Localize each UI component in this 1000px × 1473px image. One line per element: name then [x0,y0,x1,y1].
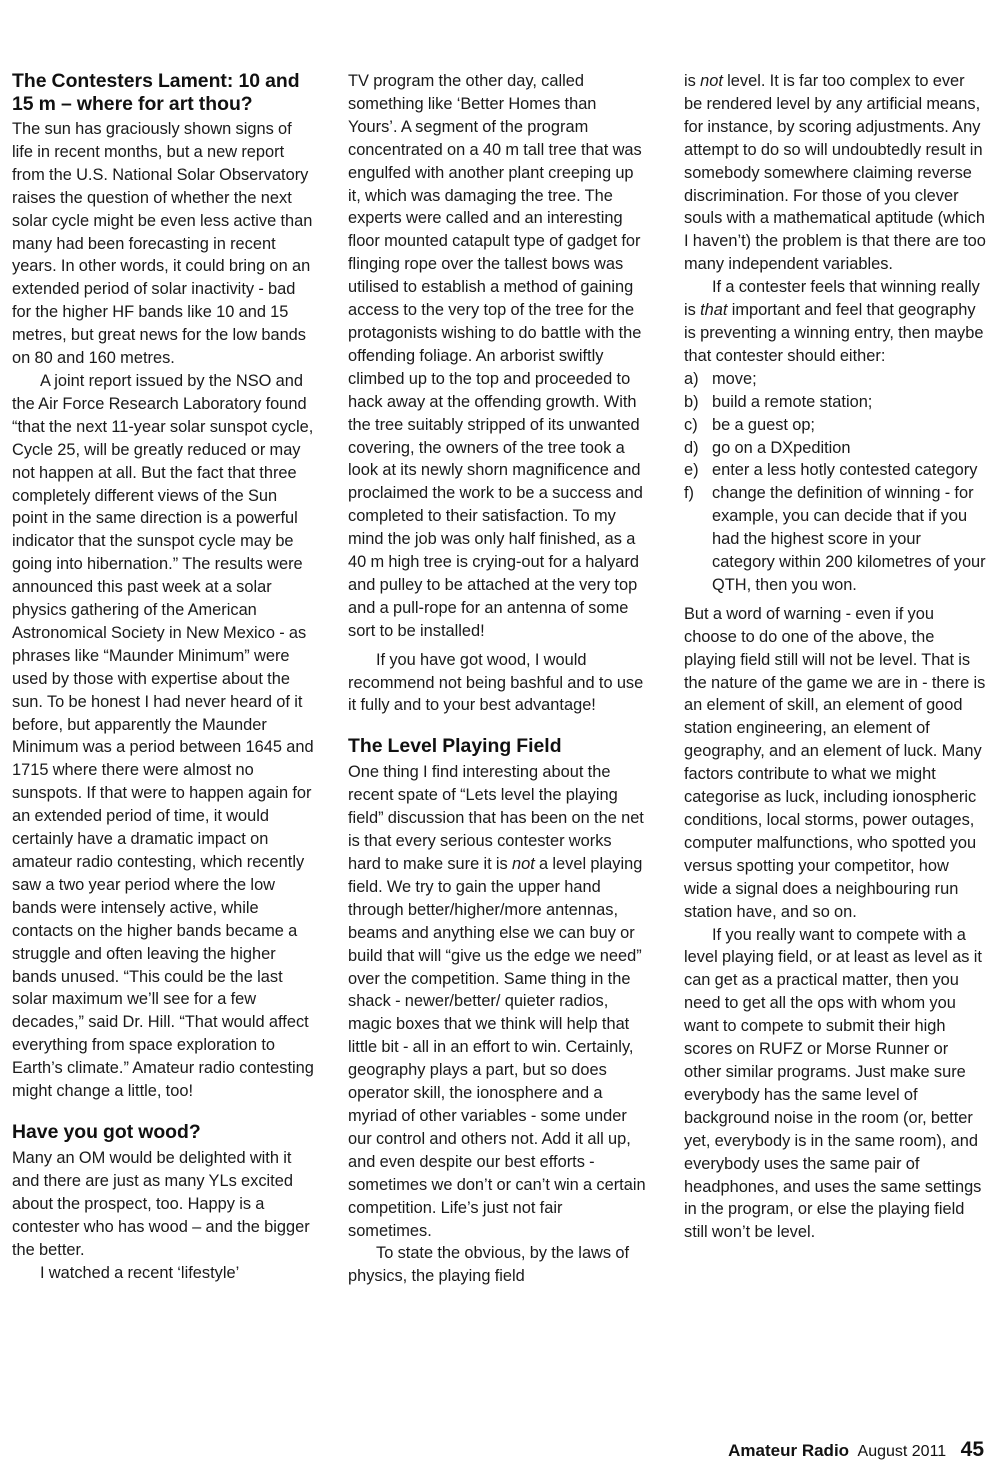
text-run: is [684,72,701,90]
list-text: build a remote station; [712,392,873,411]
column-2 [348,70,648,1288]
text-run: One thing I find interesting about the recent spate of “Lets level the playing field” discussion that has been on the net is that every serious contester works hard to make sure it is [348,763,644,873]
emphasis: not [512,855,535,873]
list-text: enter a less hotly contested category [712,461,978,480]
emphasis: not [700,72,723,90]
list-text: go on a DXpedition [712,438,851,457]
options-list [684,368,986,597]
paragraph [348,761,648,1242]
paragraph: The sun has graciously shown signs of life in recent months, but a new report from the U.S. National Solar Observatory raises the question of whether the next solar cycle might be even less active than many had been forecasting in recent years. In other words, it could bring on an extended period of solar inactivity - bad for the higher HF bands like 10 and 15 metres, but great news for the low bands on 80 and 160 metres. [12,120,313,368]
list-letter: d) [684,438,699,457]
text-run: If a contester feels that winning really is [684,278,980,320]
list-text: be a guest op; [712,415,815,434]
list-letter: a) [684,369,699,388]
list-letter: b) [684,392,699,411]
paragraph: If you have got wood, I would recommend not being bashful and to use it fully and to your best advantage! [348,650,644,715]
column-3 [684,70,986,1244]
list-letter: e) [684,461,699,480]
paragraph: TV program the other day, called something like ‘Better Homes than Yours’. A segment of the program concentrated on a 40 m tall tree that was engulfed with another plant creeping up it, which was damaging the tree. The experts were called and an interesting floor mounted catapult type of gadget for flinging rope over the tallest bows was utilised to establish a method of gaining access to the very top of the tree for the protagonists wishing to do battle with the offending foliage. An arborist swiftly climbed up to the top and proceeded to hack away at the offending growth. With the tree suitably stripped of its unwanted covering, the owners of the tree took a look at its newly shorn magnificence and proclaimed the work to be a success and completed to their satisfaction. To my mind the job was only half finished, as a 40 m high tree is crying-out for a halyard and pulley to be attached at the very top and a pull-rope for an antenna of some sort to be installed! [348,72,643,640]
page-footer [728,1438,984,1462]
paragraph [684,70,986,276]
paragraph: But a word of warning - even if you choose to do one of the above, the playing field still will not be level. That is the nature of the game we are in - there is an element of skill, an element of good station engineering, an element of geography, and an element of luck. Many factors contribute to what we might categorise as luck, including ionospheric conditions, local storms, power outages, computer malfunctions, who spotted you versus spotting your competitor, how wide a signal does a neighbouring run station have, and so on. [684,604,986,921]
text-run: important and feel that geography is preventing a winning entry, then maybe that contester should either: [684,301,984,365]
list-text: change the definition of winning - for example, you can decide that if you had the highest score in your category within 200 kilometres of your QTH, then you won. [712,484,986,594]
magazine-name: Amateur Radio [728,1441,850,1460]
heading-level-playing-field: The Level Playing Field [348,735,562,758]
paragraph: I watched a recent ‘lifestyle’ [40,1263,240,1282]
list-letter: c) [684,415,698,434]
page-number: 45 [960,1438,984,1461]
text-run: a level playing field. We try to gain the upper hand through better/higher/more antennas, beams and anything else we can buy or build that will “give us the edge we need” over the competition. Same thing in the shack - newer/better/ quieter radios, magic boxes that we think will help that little bit - all in an effort to win. Certainly, geography plays a part, but so does operator skill, the ionosphere and a myriad of other variables - some under our control and others not. Add it all up, and even despite our best efforts - sometimes we don’t or can’t win a certain competition. Life’s just not fair sometimes. [348,855,646,1240]
column-1 [12,70,315,1284]
paragraph: Many an OM would be delighted with it and there are just as many YLs excited about the prospect, too. Happy is a contester who has wood – and the bigger the better. [12,1148,310,1259]
list-item [684,437,986,460]
list-item [684,391,986,414]
paragraph: If you really want to compete with a level playing field, or at least as level as it can get as a practical matter, then you need to get all the ops with whom you want to compete to submit their high scores on RUFZ or Morse Runner or other similar programs. Just make sure everybody has the same level of background noise in the room (or, better yet, everybody is in the same room), and everybody uses the same pair of headphones, and uses the same settings in the program, or else the playing field still won’t be level. [684,925,982,1242]
emphasis: that [700,301,728,320]
paragraph: To state the obvious, by the laws of physics, the playing field [348,1244,630,1286]
list-letter: f) [684,484,695,503]
heading-contesters-lament: The Contesters Lament: 10 and 15 m – where for art thou? [12,70,300,115]
list-item [684,459,986,482]
issue-date: August 2011 [857,1443,947,1460]
list-item [684,414,986,437]
paragraph: A joint report issued by the NSO and the Air Force Research Laboratory found “that the next 11-year solar sunspot cycle, Cycle 25, will be greatly reduced or may not happen at all. But the fact that three completely different views of the Sun point in the same direction is a powerful indicator that the sunspot cycle may be going into hibernation.” The results were announced this past week at a solar physics gathering of the American Astronomical Society in New Mexico - as phrases like “Maunder Minimum” were used by those with expertise about the sun. To be honest I had never heard of it before, but apparently the Maunder Minimum was a period between 1645 and 1715 where there were almost no sunspots. If that were to happen again for an extended period of time, it would certainly have a dramatic impact on amateur radio contesting, which recently saw a two year period where the low bands were intensely active, while contacts on the higher bands became a struggle and often leaving the higher bands unused. “This could be the last solar maximum we’ll see for a few decades,” said Dr. Hill. “That would affect everything from space exploration to Earth’s climate.” Amateur radio contesting might change a little, too! [12,371,314,1101]
list-text: move; [712,369,757,388]
list-item [684,482,986,597]
list-item [684,368,986,391]
heading-got-wood: Have you got wood? [12,1120,201,1143]
paragraph [684,276,986,368]
text-run: level. It is far too complex to ever be rendered level by any artificial means, for instance, by scoring adjustments. Any attempt to do so will undoubtedly result in somebody somewhere claiming reverse discrimination. For those of you clever souls with a mathematical aptitude (which I haven’t) the problem is that there are too many independent variables. [684,72,986,274]
